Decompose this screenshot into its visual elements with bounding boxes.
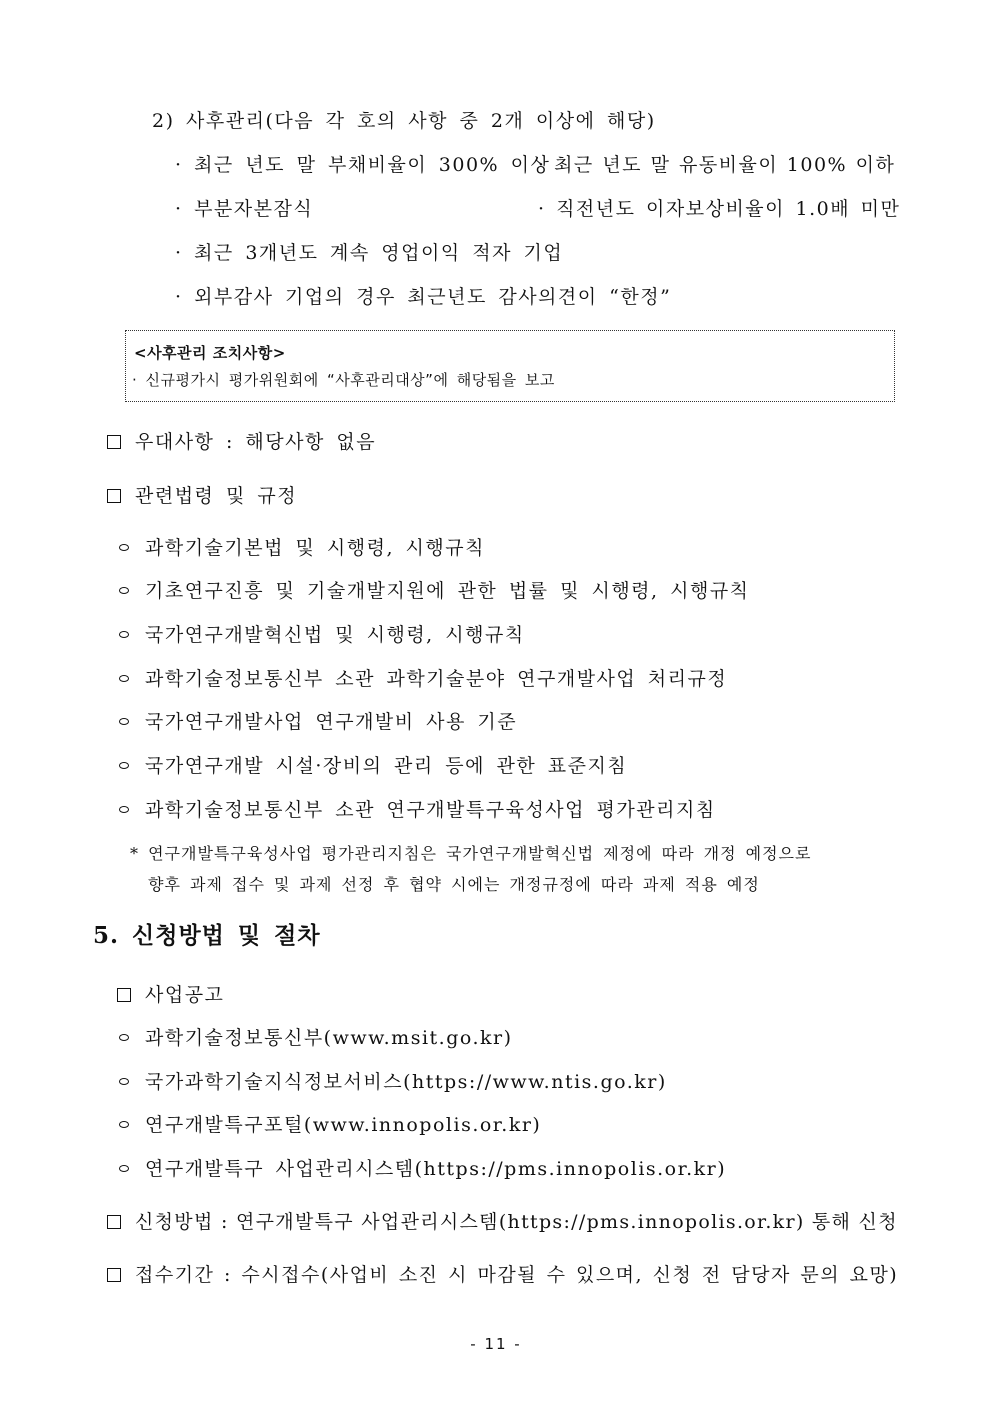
circle-bullet-icon <box>119 762 129 769</box>
circle-bullet-icon <box>119 544 129 551</box>
circle-bullet-icon <box>119 1078 129 1085</box>
announcement-item-text: 과학기술정보통신부(www.msit.go.kr) <box>145 1027 513 1049</box>
announcement-item <box>119 1110 541 1137</box>
related-laws-heading <box>107 481 297 508</box>
aftercare-item-partial-capital: · 부분자본잠식 <box>175 198 314 220</box>
aftercare-item-debt-ratio: · 최근 년도 말 부채비율이 300% 이상 <box>175 154 551 176</box>
circle-bullet-icon <box>119 631 129 638</box>
checkbox-square-icon <box>107 435 121 449</box>
application-method <box>107 1207 898 1234</box>
law-item <box>119 664 727 691</box>
law-item <box>119 620 525 647</box>
checkbox-square-icon <box>107 1268 121 1282</box>
circle-bullet-icon <box>119 587 129 594</box>
checkbox-square-icon <box>107 1215 121 1229</box>
law-item <box>119 576 750 603</box>
aftercare-action-box <box>125 330 895 402</box>
announcement-item-text: 국가과학기술지식정보서비스(https://www.ntis.go.kr) <box>145 1071 667 1093</box>
checkbox-square-icon <box>117 988 131 1002</box>
aftercare-item-operating-loss: · 최근 3개년도 계속 영업이익 적자 기업 <box>175 242 564 264</box>
announcement-item-text: 연구개발특구포털(www.innopolis.or.kr) <box>145 1114 542 1136</box>
aftercare-item-audit-opinion: · 외부감사 기업의 경우 최근년도 감사의견이 “한정” <box>175 286 672 308</box>
law-item-text: 국가연구개발사업 연구개발비 사용 기준 <box>145 711 518 733</box>
circle-bullet-icon <box>119 718 129 725</box>
law-item-text: 과학기술기본법 및 시행령, 시행규칙 <box>145 537 485 559</box>
application-period-text: 접수기간 : 수시접수(사업비 소진 시 마감될 수 있으며, 신청 전 담당자 문의 요망) <box>135 1264 899 1286</box>
application-method-text: 신청방법 : 연구개발특구 사업관리시스템(https://pms.innopolis.or.kr) 통해 신청 <box>135 1211 898 1233</box>
preference-line <box>107 427 376 454</box>
announcement-item <box>119 1154 726 1181</box>
law-item-text: 과학기술정보통신부 소관 연구개발특구육성사업 평가관리지침 <box>145 799 716 821</box>
aftercare-action-text: · 신규평가시 평가위원회에 “사후관리대상”에 해당됨을 보고 <box>132 371 555 389</box>
circle-bullet-icon <box>119 1034 129 1041</box>
law-item-text: 과학기술정보통신부 소관 과학기술분야 연구개발사업 처리규정 <box>145 668 728 690</box>
aftercare-action-title: <사후관리 조치사항> <box>134 344 286 362</box>
law-item <box>119 533 485 560</box>
announcement-item <box>119 1067 667 1094</box>
announcement-heading-text: 사업공고 <box>145 984 225 1006</box>
circle-bullet-icon <box>119 1121 129 1128</box>
checkbox-square-icon <box>107 489 121 503</box>
announcement-item-text: 연구개발특구 사업관리시스템(https://pms.innopolis.or.kr) <box>145 1158 727 1180</box>
application-period <box>107 1260 898 1287</box>
law-item <box>119 707 517 734</box>
circle-bullet-icon <box>119 806 129 813</box>
aftercare-item-interest-coverage: · 직전년도 이자보상비율이 1.0배 미만 <box>538 198 901 220</box>
law-note-line1: * 연구개발특구육성사업 평가관리지침은 국가연구개발혁신법 제정에 따라 개정 예정으로 <box>130 844 812 863</box>
circle-bullet-icon <box>119 1165 129 1172</box>
page-number: - 11 - <box>470 1335 522 1353</box>
section-title: 5. 신청방법 및 절차 <box>93 922 321 949</box>
law-note-line2: 향후 과제 접수 및 과제 선정 후 협약 시에는 개정규정에 따라 과제 적용 예정 <box>148 875 760 894</box>
circle-bullet-icon <box>119 675 129 682</box>
announcement-item <box>119 1023 513 1050</box>
law-item-text: 기초연구진흥 및 기술개발지원에 관한 법률 및 시행령, 시행규칙 <box>145 580 750 602</box>
aftercare-item-liquidity-ratio: · 최근 년도 말 유동비율이 100% 이하 <box>538 154 896 176</box>
announcement-heading <box>117 980 224 1007</box>
preference-text: 우대사항 : 해당사항 없음 <box>135 431 377 453</box>
law-item-text: 국가연구개발 시설·장비의 관리 등에 관한 표준지침 <box>145 755 628 777</box>
law-item <box>119 751 627 778</box>
aftercare-heading: 2) 사후관리(다음 각 호의 사항 중 2개 이상에 해당) <box>152 110 656 132</box>
law-item-text: 국가연구개발혁신법 및 시행령, 시행규칙 <box>145 624 525 646</box>
related-laws-heading-text: 관련법령 및 규정 <box>135 485 298 507</box>
law-item <box>119 795 716 822</box>
